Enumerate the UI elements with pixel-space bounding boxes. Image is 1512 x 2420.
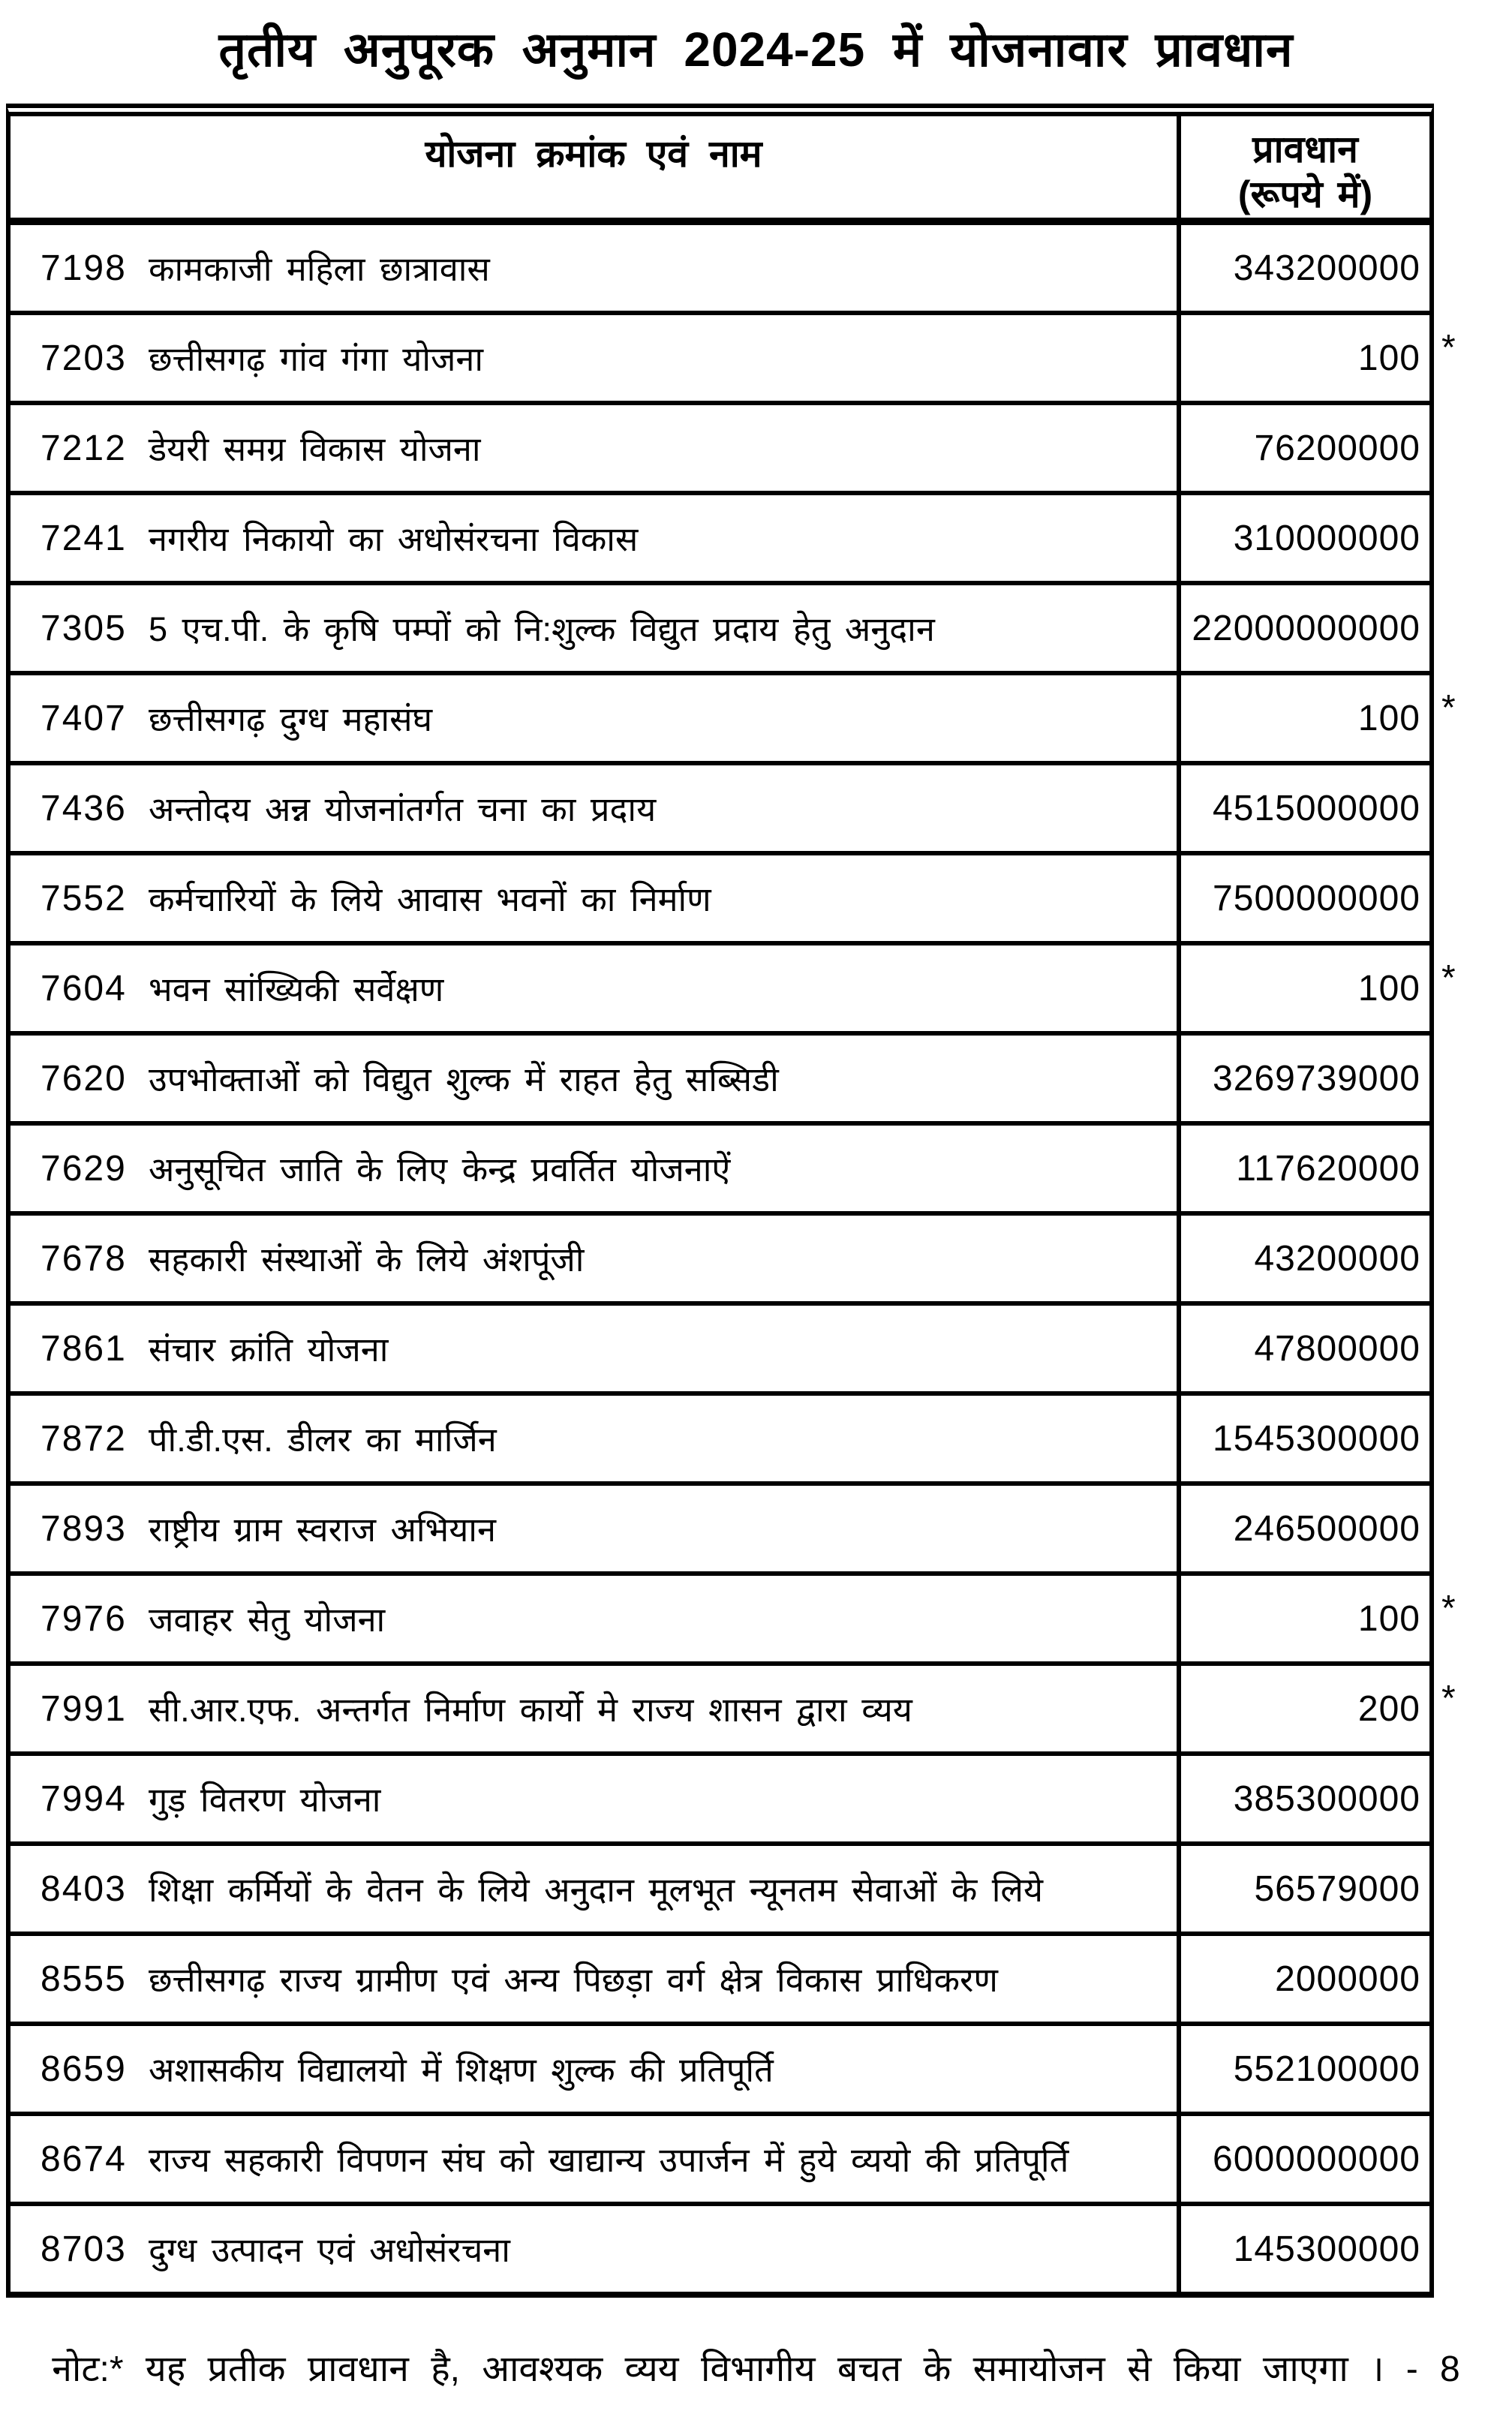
table-row bbox=[11, 1486, 1429, 1576]
scheme-name: दुग्ध उत्पादन एवं अधोसंरचना bbox=[149, 2230, 510, 2269]
provision-amount: 2000000 bbox=[1275, 1959, 1420, 1999]
scheme-name: भवन सांख्यिकी सर्वेक्षण bbox=[149, 970, 444, 1009]
scheme-name: डेयरी समग्र विकास योजना bbox=[149, 429, 481, 468]
scheme-code: 7436 bbox=[41, 788, 127, 828]
scheme-code: 7893 bbox=[41, 1508, 127, 1549]
footnote: नोट:* यह प्रतीक प्रावधान है, आवश्यक व्यय विभागीय बचत के समायोजन से किया जाएगा । - 8 bbox=[52, 2349, 1460, 2389]
scheme-code: 7861 bbox=[41, 1328, 127, 1369]
provision-amount: 76200000 bbox=[1254, 428, 1420, 468]
provision-amount: 47800000 bbox=[1254, 1328, 1420, 1369]
table-row bbox=[11, 1936, 1429, 2026]
scheme-code: 7198 bbox=[41, 248, 127, 288]
scheme-name: उपभोक्ताओं को विद्युत शुल्क में राहत हेतु सब्सिडी bbox=[149, 1060, 779, 1099]
provision-amount: 100 bbox=[1357, 698, 1420, 738]
table-row bbox=[11, 1756, 1429, 1846]
column-header-provision-line1: प्रावधान bbox=[1252, 128, 1358, 170]
scheme-name: छत्तीसगढ़ दुग्ध महासंघ bbox=[149, 699, 433, 738]
scheme-name: कामकाजी महिला छात्रावास bbox=[149, 249, 490, 288]
provision-amount: 1545300000 bbox=[1213, 1418, 1420, 1459]
scheme-name: कर्मचारियों के लिये आवास भवनों का निर्माण bbox=[149, 879, 711, 918]
table-row bbox=[11, 855, 1429, 945]
scheme-name: राष्ट्रीय ग्राम स्वराज अभियान bbox=[149, 1510, 496, 1549]
scheme-name: अनुसूचित जाति के लिए केन्द्र प्रवर्तित योजनाऐं bbox=[149, 1150, 731, 1189]
table-header-row bbox=[11, 116, 1429, 225]
asterisk-marker: * bbox=[1441, 688, 1456, 728]
scheme-code: 7407 bbox=[41, 698, 127, 738]
asterisk-marker: * bbox=[1441, 958, 1456, 998]
scheme-code: 8703 bbox=[41, 2229, 127, 2269]
scheme-name: जवाहर सेतु योजना bbox=[149, 1600, 386, 1639]
table-row bbox=[11, 315, 1456, 405]
scheme-name: संचार क्रांति योजना bbox=[149, 1330, 389, 1369]
scheme-name: राज्य सहकारी विपणन संघ को खाद्यान्य उपार्जन में हुये व्ययो की प्रतिपूर्ति bbox=[149, 2140, 1069, 2179]
provision-amount: 310000000 bbox=[1233, 518, 1420, 558]
provision-amount: 3269739000 bbox=[1213, 1058, 1420, 1099]
scheme-name: पी.डी.एस. डीलर का मार्जिन bbox=[149, 1420, 497, 1459]
provision-amount: 200 bbox=[1357, 1688, 1420, 1729]
scheme-name: सहकारी संस्थाओं के लिये अंशपूंजी bbox=[149, 1240, 585, 1279]
provision-amount: 117620000 bbox=[1236, 1148, 1420, 1189]
scheme-code: 7203 bbox=[41, 338, 127, 378]
table-row bbox=[11, 405, 1429, 495]
scheme-code: 8555 bbox=[41, 1959, 127, 1999]
scheme-name: गुड़ वितरण योजना bbox=[149, 1780, 381, 1819]
scheme-code: 7552 bbox=[41, 878, 127, 918]
column-header-provision bbox=[1181, 116, 1429, 218]
column-header-provision-line2: (रूपये में) bbox=[1237, 173, 1373, 215]
provisions-table bbox=[6, 104, 1456, 2298]
scheme-code: 7241 bbox=[41, 518, 127, 558]
scheme-code: 7629 bbox=[41, 1148, 127, 1189]
provision-amount: 7500000000 bbox=[1213, 878, 1420, 918]
table-row bbox=[11, 495, 1429, 585]
scheme-name: शिक्षा कर्मियों के वेतन के लिये अनुदान मूलभूत न्यूनतम सेवाओं के लिये bbox=[149, 1870, 1044, 1909]
provision-amount: 246500000 bbox=[1233, 1508, 1420, 1549]
provision-amount: 100 bbox=[1357, 968, 1420, 1009]
asterisk-marker: * bbox=[1441, 1589, 1456, 1628]
provision-amount: 43200000 bbox=[1254, 1238, 1420, 1279]
scheme-name: अन्तोदय अन्न योजनांतर्गत चना का प्रदाय bbox=[149, 789, 657, 828]
table-row bbox=[11, 1216, 1429, 1306]
table-row bbox=[11, 2116, 1429, 2206]
table-row bbox=[11, 1846, 1429, 1936]
table-row bbox=[11, 1126, 1429, 1216]
scheme-code: 7976 bbox=[41, 1598, 127, 1639]
scheme-code: 7994 bbox=[41, 1778, 127, 1819]
table-row bbox=[11, 225, 1429, 315]
provision-amount: 145300000 bbox=[1233, 2229, 1420, 2269]
provision-amount: 100 bbox=[1357, 1598, 1420, 1639]
scheme-name: छत्तीसगढ़ राज्य ग्रामीण एवं अन्य पिछड़ा वर्ग क्षेत्र विकास प्राधिकरण bbox=[149, 1960, 998, 1999]
table-row bbox=[11, 2206, 1429, 2292]
scheme-name: 5 एच.पी. के कृषि पम्पों को नि:शुल्क विद्युत प्रदाय हेतु अनुदान bbox=[149, 609, 935, 648]
scheme-name: नगरीय निकायो का अधोसंरचना विकास bbox=[149, 519, 639, 558]
scheme-code: 7678 bbox=[41, 1238, 127, 1279]
provision-amount: 4515000000 bbox=[1213, 788, 1420, 828]
scheme-name: छत्तीसगढ़ गांव गंगा योजना bbox=[149, 339, 484, 378]
table-row bbox=[11, 1036, 1429, 1126]
table-row bbox=[11, 945, 1456, 1036]
scheme-code: 7305 bbox=[41, 608, 127, 648]
asterisk-marker: * bbox=[1441, 1679, 1456, 1718]
table-row bbox=[11, 765, 1429, 855]
page-title: तृतीय अनुपूरक अनुमान 2024-25 में योजनावार प्रावधान bbox=[218, 23, 1294, 77]
asterisk-marker: * bbox=[1441, 328, 1456, 368]
provision-amount: 56579000 bbox=[1254, 1868, 1420, 1909]
scheme-code: 8659 bbox=[41, 2049, 127, 2089]
scheme-code: 7212 bbox=[41, 428, 127, 468]
table-row bbox=[11, 675, 1456, 765]
provision-amount: 22000000000 bbox=[1192, 608, 1420, 648]
table-row bbox=[11, 1306, 1429, 1396]
scheme-code: 8403 bbox=[41, 1868, 127, 1909]
scheme-code: 7604 bbox=[41, 968, 127, 1009]
provision-amount: 385300000 bbox=[1233, 1778, 1420, 1819]
table-row bbox=[11, 1396, 1429, 1486]
provision-amount: 552100000 bbox=[1233, 2049, 1420, 2089]
provision-amount: 343200000 bbox=[1233, 248, 1420, 288]
table-row bbox=[11, 1666, 1456, 1756]
table-row bbox=[11, 2026, 1429, 2116]
provision-amount: 6000000000 bbox=[1213, 2139, 1420, 2179]
table-row bbox=[11, 585, 1429, 675]
scheme-code: 7620 bbox=[41, 1058, 127, 1099]
scheme-code: 7872 bbox=[41, 1418, 127, 1459]
provision-amount: 100 bbox=[1357, 338, 1420, 378]
scheme-code: 7991 bbox=[41, 1688, 127, 1729]
scheme-name: सी.आर.एफ. अन्तर्गत निर्माण कार्यो मे राज्य शासन द्वारा व्यय bbox=[149, 1690, 912, 1729]
table-row bbox=[11, 1576, 1456, 1666]
scheme-code: 8674 bbox=[41, 2139, 127, 2179]
scheme-name: अशासकीय विद्यालयो में शिक्षण शुल्क की प्रतिपूर्ति bbox=[149, 2050, 774, 2089]
column-header-scheme: योजना क्रमांक एवं नाम bbox=[11, 116, 1181, 218]
